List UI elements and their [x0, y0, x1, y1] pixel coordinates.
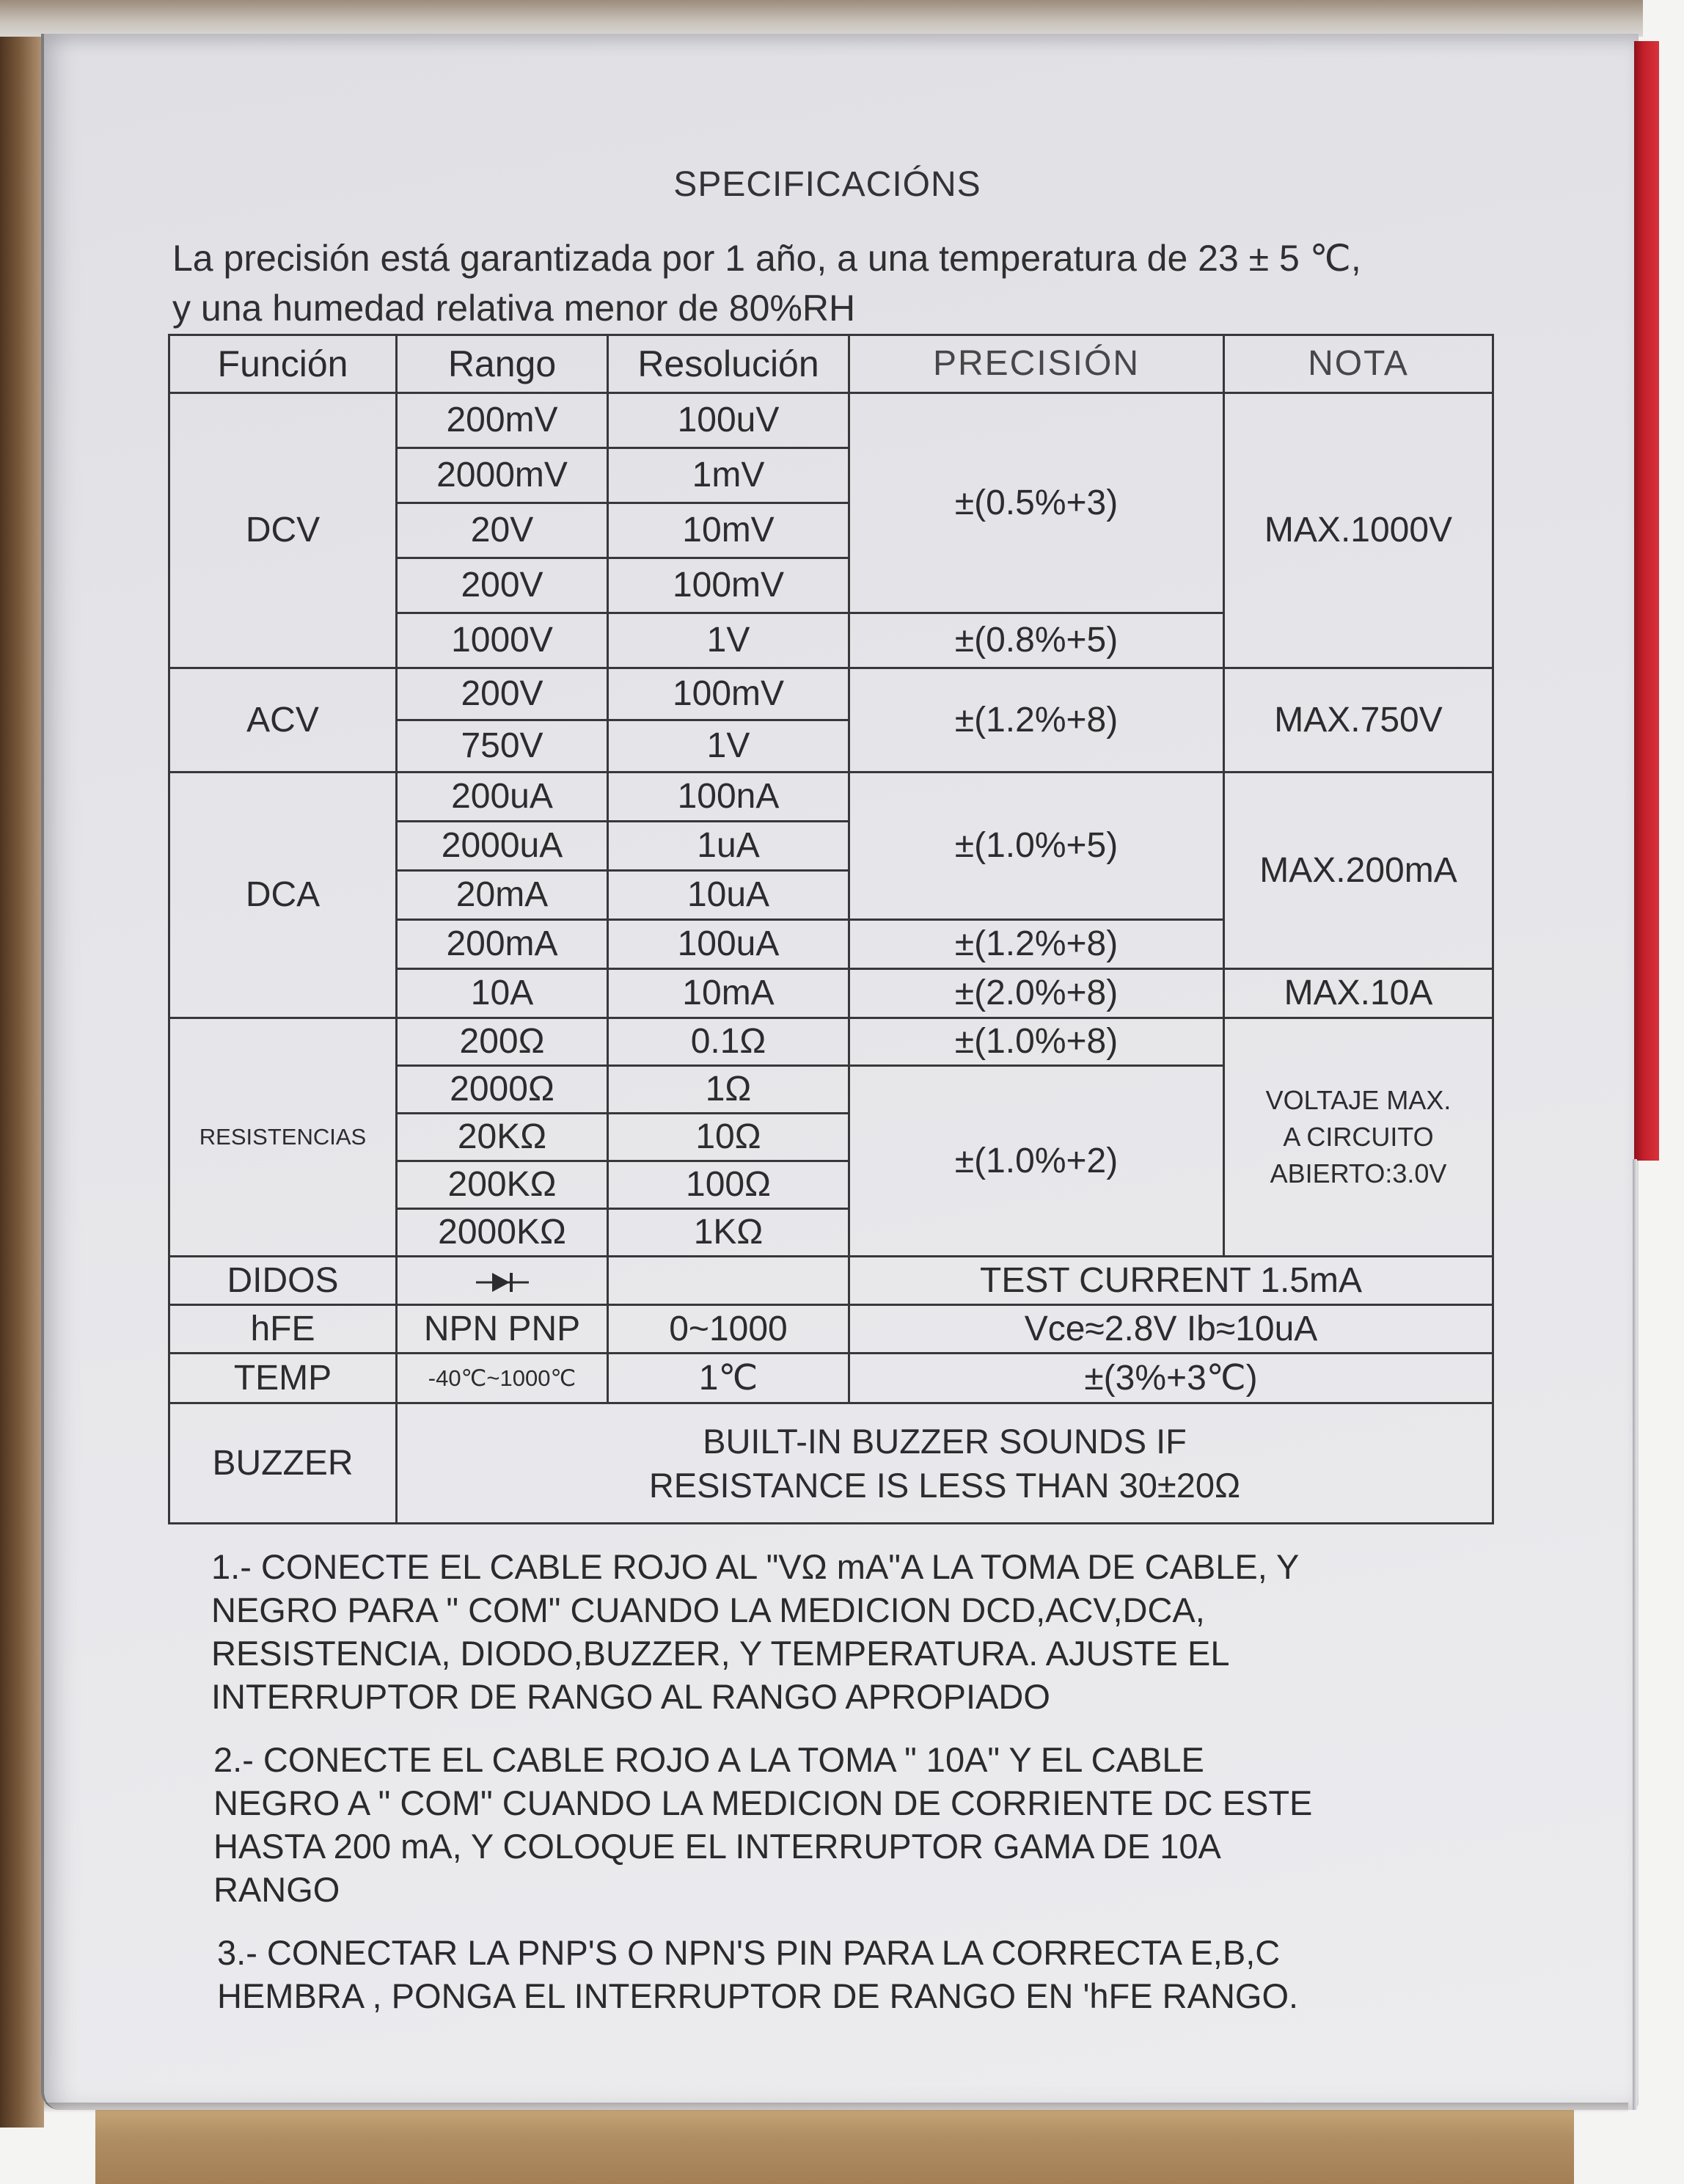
instruction-line: HASTA 200 mA, Y COLOQUE EL INTERRUPTOR GAMA DE 10A: [213, 1827, 1221, 1866]
box-bottom-shadow: [44, 2103, 1628, 2113]
table-cell-range: 200Ω: [397, 1018, 608, 1066]
table-cell-resolution: 1V: [608, 720, 849, 773]
note-line: VOLTAJE MAX.: [1265, 1085, 1451, 1115]
table-cell-resolution: 1KΩ: [608, 1209, 849, 1257]
page-title: SPECIFICACIÓNS: [673, 165, 981, 204]
note-line: A CIRCUITO: [1283, 1122, 1434, 1152]
table-cell-resolution: 0~1000: [608, 1305, 849, 1354]
table-cell-range: 200KΩ: [397, 1161, 608, 1209]
intro-paragraph: [172, 233, 1361, 333]
table-cell-range: 2000Ω: [397, 1066, 608, 1114]
table-cell-range: 2000mV: [397, 448, 608, 503]
table-row: [169, 1403, 1493, 1524]
table-row: [169, 1354, 1493, 1403]
instruction-line: HEMBRA , PONGA EL INTERRUPTOR DE RANGO EN 'hFE RANGO.: [217, 1976, 1299, 2015]
table-cell-resolution: 1Ω: [608, 1066, 849, 1114]
table-cell-range: 200uA: [397, 773, 608, 822]
function-acv: ACV: [169, 668, 397, 773]
table-cell-precision: ±(1.0%+5): [849, 773, 1224, 920]
red-side-strip: [1634, 41, 1659, 1161]
intro-line: y una humedad relativa menor de 80%RH: [172, 288, 856, 329]
diode-symbol-icon: [475, 1270, 530, 1295]
table-cell-range: -40℃~1000℃: [397, 1354, 608, 1403]
table-cell-range: 20mA: [397, 871, 608, 920]
table-cell-resolution: 1uA: [608, 822, 849, 871]
table-cell-range: 200mA: [397, 920, 608, 969]
note-line: ABIERTO:3.0V: [1270, 1158, 1447, 1188]
table-cell-range: 2000uA: [397, 822, 608, 871]
box-left-edge: [0, 0, 44, 2128]
table-cell-resolution: 0.1Ω: [608, 1018, 849, 1066]
instruction-line: NEGRO A " COM" CUANDO LA MEDICION DE CORRIENTE DC ESTE: [213, 1783, 1313, 1822]
table-cell-note: MAX.1000V: [1224, 393, 1493, 668]
table-cell-resolution: 10mV: [608, 503, 849, 558]
table-cell-resolution: 10uA: [608, 871, 849, 920]
table-cell-resolution: 100mV: [608, 558, 849, 613]
instruction-line: 3.- CONECTAR LA PNP'S O NPN'S PIN PARA LA CORRECTA E,B,C: [217, 1933, 1281, 1972]
table-cell-resolution: [608, 1257, 849, 1305]
table-cell-resolution: 100nA: [608, 773, 849, 822]
table-cell-range: 10A: [397, 969, 608, 1018]
table-cell-range: 1000V: [397, 613, 608, 668]
table-cell-range: 20KΩ: [397, 1114, 608, 1161]
function-buzzer: BUZZER: [169, 1403, 397, 1524]
table-cell-note: MAX.200mA: [1224, 773, 1493, 969]
function-didos: DIDOS: [169, 1257, 397, 1305]
instruction-paragraph-1: [211, 1545, 1299, 1718]
table-cell-precision: ±(1.2%+8): [849, 668, 1224, 773]
table-cell-resolution: 10mA: [608, 969, 849, 1018]
description-line: RESISTANCE IS LESS THAN 30±20Ω: [648, 1465, 1241, 1505]
instruction-line: RESISTENCIA, DIODO,BUZZER, Y TEMPERATURA. AJUSTE EL: [211, 1634, 1230, 1673]
table-cell-precision: ±(0.5%+3): [849, 393, 1224, 613]
function-resistencias: RESISTENCIAS: [169, 1018, 397, 1257]
table-cell-resolution: 1℃: [608, 1354, 849, 1403]
cardboard-bottom-flap: [95, 2107, 1574, 2184]
table-cell-resolution: 1V: [608, 613, 849, 668]
function-temp: TEMP: [169, 1354, 397, 1403]
table-cell-range: 200V: [397, 558, 608, 613]
instruction-paragraph-3: [217, 1931, 1298, 2017]
table-cell-precision: ±(1.2%+8): [849, 920, 1224, 969]
specifications-table: [168, 334, 1494, 1524]
table-cell-range: 2000KΩ: [397, 1209, 608, 1257]
table-row: [169, 668, 1493, 720]
header-precision: PRECISIÓN: [849, 335, 1224, 393]
table-cell-range: 20V: [397, 503, 608, 558]
table-cell-description: [397, 1403, 1493, 1524]
table-cell-precision: ±(1.0%+2): [849, 1066, 1224, 1257]
instruction-line: RANGO: [213, 1870, 340, 1909]
instruction-line: NEGRO PARA " COM" CUANDO LA MEDICION DCD,ACV,DCA,: [211, 1590, 1205, 1629]
description-line: BUILT-IN BUZZER SOUNDS IF: [703, 1421, 1187, 1461]
table-cell-precision: ±(3%+3℃): [849, 1354, 1493, 1403]
table-cell-precision: ±(0.8%+5): [849, 613, 1224, 668]
table-cell-resolution: 100uA: [608, 920, 849, 969]
table-row: [169, 393, 1493, 448]
table-cell-note: MAX.750V: [1224, 668, 1493, 773]
box-right-edge: [1633, 1159, 1637, 2110]
table-cell-resolution: 100Ω: [608, 1161, 849, 1209]
header-rango: Rango: [397, 335, 608, 393]
table-cell-note: Vce≈2.8V Ib≈10uA: [849, 1305, 1493, 1354]
function-hfe: hFE: [169, 1305, 397, 1354]
table-cell-resolution: 100uV: [608, 393, 849, 448]
table-header-row: [169, 335, 1493, 393]
table-cell-range: 200V: [397, 668, 608, 720]
instruction-paragraph-2: [213, 1738, 1312, 1911]
table-cell-range: NPN PNP: [397, 1305, 608, 1354]
instruction-line: INTERRUPTOR DE RANGO AL RANGO APROPIADO: [211, 1677, 1050, 1716]
header-nota: NOTA: [1224, 335, 1493, 393]
table-cell-note: TEST CURRENT 1.5mA: [849, 1257, 1493, 1305]
function-dca: DCA: [169, 773, 397, 1018]
table-row: [169, 1305, 1493, 1354]
table-row: [169, 773, 1493, 822]
table-cell-note: MAX.10A: [1224, 969, 1493, 1018]
table-cell-resolution: 10Ω: [608, 1114, 849, 1161]
table-cell-precision: ±(1.0%+8): [849, 1018, 1224, 1066]
table-cell-resolution: 100mV: [608, 668, 849, 720]
intro-line: La precisión está garantizada por 1 año, a una temperatura de 23 ± 5 ℃,: [172, 238, 1361, 279]
instruction-line: 1.- CONECTE EL CABLE ROJO AL "VΩ mA"A LA TOMA DE CABLE, Y: [211, 1547, 1300, 1586]
table-cell-range: 200mV: [397, 393, 608, 448]
instruction-line: 2.- CONECTE EL CABLE ROJO A LA TOMA " 10A" Y EL CABLE: [213, 1740, 1204, 1779]
table-cell-range: 750V: [397, 720, 608, 773]
table-cell-range: [397, 1257, 608, 1305]
table-cell-resolution: 1mV: [608, 448, 849, 503]
box-top-edge: [0, 0, 1643, 37]
function-dcv: DCV: [169, 393, 397, 668]
table-row: [169, 1018, 1493, 1066]
header-funcion: Función: [169, 335, 397, 393]
table-row: [169, 1257, 1493, 1305]
table-cell-precision: ±(2.0%+8): [849, 969, 1224, 1018]
header-resolucion: Resolución: [608, 335, 849, 393]
table-cell-note: [1224, 1018, 1493, 1257]
